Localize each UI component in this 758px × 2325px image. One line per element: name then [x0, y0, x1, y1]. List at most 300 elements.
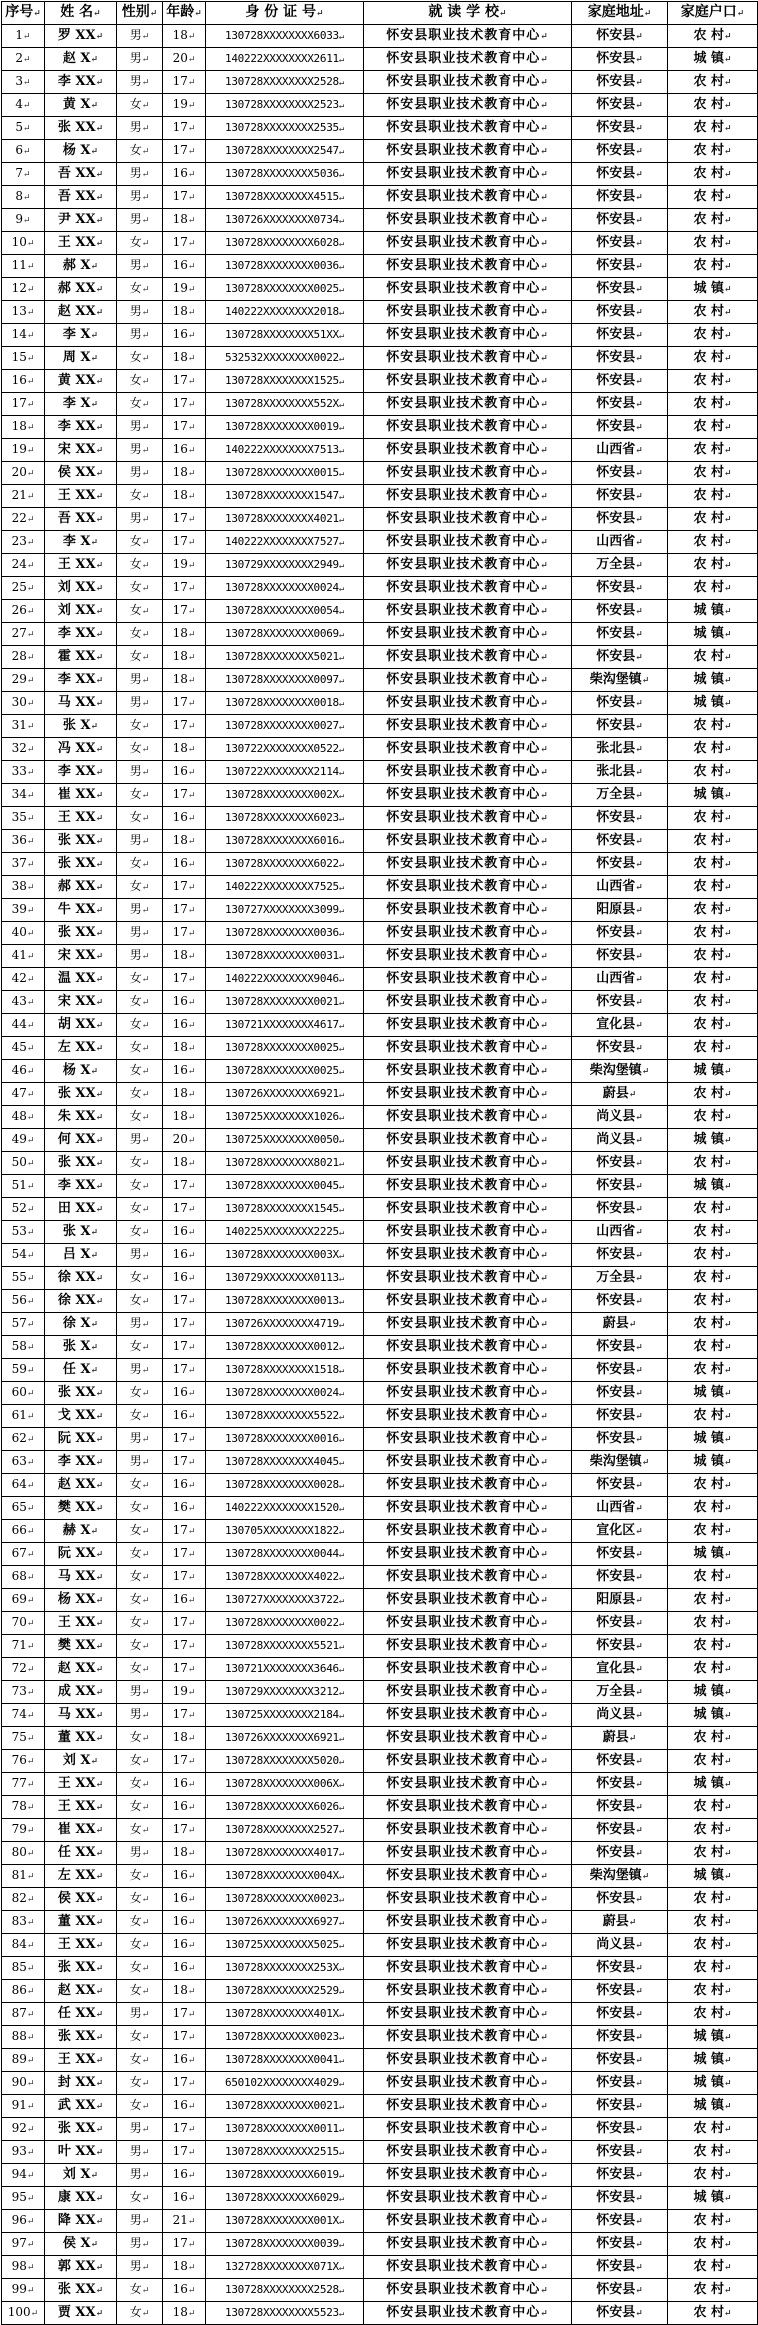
cell-name: 张 XX↵	[45, 2118, 117, 2141]
header-gender: 性别↵	[117, 2, 163, 25]
cell-id-number: 140222XXXXXXXX9046↵	[206, 968, 364, 991]
cell-index: 56↵	[2, 1290, 45, 1313]
cell-home-address: 怀安县↵	[572, 2118, 668, 2141]
cell-name: 宋 XX↵	[45, 991, 117, 1014]
cell-home-address: 万全县↵	[572, 554, 668, 577]
cell-school: 怀安县职业技术教育中心↵	[364, 2118, 572, 2141]
cell-name: 宋 XX↵	[45, 439, 117, 462]
table-row	[2, 2256, 758, 2279]
cell-index: 5↵	[2, 117, 45, 140]
cell-age: 16↵	[163, 1957, 206, 1980]
cell-household-type: 农 村↵	[668, 1267, 758, 1290]
cell-gender: 女↵	[117, 1474, 163, 1497]
cell-id-number: 130728XXXXXXXX0022↵	[206, 1612, 364, 1635]
cell-id-number: 130728XXXXXXXX6016↵	[206, 830, 364, 853]
cell-age: 16↵	[163, 1060, 206, 1083]
table-row	[2, 1520, 758, 1543]
cell-age: 17↵	[163, 1635, 206, 1658]
cell-index: 37↵	[2, 853, 45, 876]
cell-id-number: 130728XXXXXXXX0024↵	[206, 1382, 364, 1405]
table-row	[2, 1405, 758, 1428]
cell-age: 17↵	[163, 1612, 206, 1635]
cell-index: 27↵	[2, 623, 45, 646]
cell-household-type: 农 村↵	[668, 1635, 758, 1658]
cell-index: 69↵	[2, 1589, 45, 1612]
cell-school: 怀安县职业技术教育中心↵	[364, 1681, 572, 1704]
cell-index: 1↵	[2, 25, 45, 48]
cell-age: 17↵	[163, 71, 206, 94]
cell-index: 93↵	[2, 2141, 45, 2164]
cell-name: 刘 X↵	[45, 1750, 117, 1773]
cell-household-type: 城 镇↵	[668, 2049, 758, 2072]
cell-gender: 男↵	[117, 1842, 163, 1865]
cell-gender: 女↵	[117, 2279, 163, 2302]
cell-index: 28↵	[2, 646, 45, 669]
cell-household-type: 城 镇↵	[668, 1543, 758, 1566]
cell-school: 怀安县职业技术教育中心↵	[364, 623, 572, 646]
cell-gender: 女↵	[117, 1658, 163, 1681]
table-row	[2, 94, 758, 117]
cell-id-number: 130728XXXXXXXX2527↵	[206, 1819, 364, 1842]
cell-id-number: 130728XXXXXXXX002X↵	[206, 784, 364, 807]
cell-school: 怀安县职业技术教育中心↵	[364, 968, 572, 991]
cell-index: 33↵	[2, 761, 45, 784]
cell-index: 61↵	[2, 1405, 45, 1428]
cell-name: 戈 XX↵	[45, 1405, 117, 1428]
cell-age: 17↵	[163, 370, 206, 393]
cell-gender: 男↵	[117, 209, 163, 232]
cell-household-type: 农 村↵	[668, 1244, 758, 1267]
cell-id-number: 130728XXXXXXXX1545↵	[206, 1198, 364, 1221]
cell-id-number: 140222XXXXXXXX1520↵	[206, 1497, 364, 1520]
cell-household-type: 农 村↵	[668, 646, 758, 669]
cell-age: 18↵	[163, 485, 206, 508]
cell-school: 怀安县职业技术教育中心↵	[364, 1888, 572, 1911]
cell-age: 18↵	[163, 945, 206, 968]
cell-school: 怀安县职业技术教育中心↵	[364, 485, 572, 508]
cell-name: 侯 X↵	[45, 2233, 117, 2256]
cell-school: 怀安县职业技术教育中心↵	[364, 508, 572, 531]
cell-household-type: 农 村↵	[668, 25, 758, 48]
cell-home-address: 怀安县↵	[572, 2210, 668, 2233]
cell-home-address: 怀安县↵	[572, 140, 668, 163]
cell-id-number: 130726XXXXXXXX6927↵	[206, 1911, 364, 1934]
cell-age: 16↵	[163, 2279, 206, 2302]
cell-household-type: 农 村↵	[668, 531, 758, 554]
cell-household-type: 农 村↵	[668, 209, 758, 232]
table-row	[2, 2187, 758, 2210]
cell-name: 封 XX↵	[45, 2072, 117, 2095]
cell-age: 17↵	[163, 2118, 206, 2141]
cell-index: 88↵	[2, 2026, 45, 2049]
cell-index: 14↵	[2, 324, 45, 347]
cell-gender: 女↵	[117, 1382, 163, 1405]
cell-home-address: 怀安县↵	[572, 1428, 668, 1451]
cell-home-address: 蔚县↵	[572, 1083, 668, 1106]
cell-gender: 女↵	[117, 140, 163, 163]
cell-school: 怀安县职业技术教育中心↵	[364, 1313, 572, 1336]
table-row	[2, 1060, 758, 1083]
cell-household-type: 农 村↵	[668, 2256, 758, 2279]
cell-age: 18↵	[163, 646, 206, 669]
cell-age: 20↵	[163, 48, 206, 71]
table-row	[2, 1382, 758, 1405]
cell-school: 怀安县职业技术教育中心↵	[364, 94, 572, 117]
cell-age: 17↵	[163, 1336, 206, 1359]
cell-age: 17↵	[163, 1198, 206, 1221]
cell-name: 赵 XX↵	[45, 1658, 117, 1681]
cell-age: 16↵	[163, 1244, 206, 1267]
cell-name: 张 X↵	[45, 1221, 117, 1244]
cell-gender: 男↵	[117, 1451, 163, 1474]
table-row	[2, 1566, 758, 1589]
cell-name: 吕 X↵	[45, 1244, 117, 1267]
cell-household-type: 城 镇↵	[668, 623, 758, 646]
table-row	[2, 232, 758, 255]
cell-school: 怀安县职业技术教育中心↵	[364, 2187, 572, 2210]
cell-household-type: 农 村↵	[668, 186, 758, 209]
cell-gender: 女↵	[117, 876, 163, 899]
cell-id-number: 140222XXXXXXXX7513↵	[206, 439, 364, 462]
cell-gender: 女↵	[117, 1405, 163, 1428]
cell-id-number: 130728XXXXXXXX5522↵	[206, 1405, 364, 1428]
table-row	[2, 1658, 758, 1681]
header-id-number: 身 份 证 号↵	[206, 2, 364, 25]
cell-name: 董 XX↵	[45, 1911, 117, 1934]
cell-name: 崔 XX↵	[45, 784, 117, 807]
cell-household-type: 农 村↵	[668, 347, 758, 370]
table-row	[2, 324, 758, 347]
cell-id-number: 130728XXXXXXXX003X↵	[206, 1244, 364, 1267]
cell-school: 怀安县职业技术教育中心↵	[364, 2164, 572, 2187]
cell-index: 4↵	[2, 94, 45, 117]
cell-name: 马 XX↵	[45, 692, 117, 715]
table-row	[2, 784, 758, 807]
cell-id-number: 130728XXXXXXXX51XX↵	[206, 324, 364, 347]
table-row	[2, 2164, 758, 2187]
cell-index: 65↵	[2, 1497, 45, 1520]
cell-gender: 男↵	[117, 2210, 163, 2233]
cell-home-address: 怀安县↵	[572, 2095, 668, 2118]
cell-index: 34↵	[2, 784, 45, 807]
cell-index: 40↵	[2, 922, 45, 945]
table-row	[2, 1980, 758, 2003]
cell-index: 44↵	[2, 1014, 45, 1037]
cell-index: 53↵	[2, 1221, 45, 1244]
cell-age: 18↵	[163, 1083, 206, 1106]
cell-household-type: 农 村↵	[668, 2003, 758, 2026]
cell-household-type: 城 镇↵	[668, 48, 758, 71]
cell-age: 17↵	[163, 531, 206, 554]
cell-index: 79↵	[2, 1819, 45, 1842]
cell-age: 16↵	[163, 324, 206, 347]
cell-school: 怀安县职业技术教育中心↵	[364, 2233, 572, 2256]
cell-id-number: 130727XXXXXXXX3722↵	[206, 1589, 364, 1612]
cell-gender: 女↵	[117, 991, 163, 1014]
cell-school: 怀安县职业技术教育中心↵	[364, 991, 572, 1014]
cell-gender: 女↵	[117, 600, 163, 623]
cell-age: 16↵	[163, 1014, 206, 1037]
cell-school: 怀安县职业技术教育中心↵	[364, 1221, 572, 1244]
cell-index: 71↵	[2, 1635, 45, 1658]
cell-gender: 女↵	[117, 968, 163, 991]
cell-household-type: 农 村↵	[668, 1819, 758, 1842]
table-row	[2, 1704, 758, 1727]
cell-index: 46↵	[2, 1060, 45, 1083]
cell-id-number: 130728XXXXXXXX253X↵	[206, 1957, 364, 1980]
cell-school: 怀安县职业技术教育中心↵	[364, 577, 572, 600]
table-row	[2, 1865, 758, 1888]
cell-household-type: 农 村↵	[668, 968, 758, 991]
cell-home-address: 怀安县↵	[572, 2141, 668, 2164]
table-row	[2, 2233, 758, 2256]
cell-age: 17↵	[163, 1566, 206, 1589]
cell-id-number: 130726XXXXXXXX4719↵	[206, 1313, 364, 1336]
cell-home-address: 张北县↵	[572, 738, 668, 761]
table-row	[2, 163, 758, 186]
cell-home-address: 宣化县↵	[572, 1658, 668, 1681]
cell-gender: 男↵	[117, 830, 163, 853]
cell-home-address: 山西省↵	[572, 1497, 668, 1520]
cell-school: 怀安县职业技术教育中心↵	[364, 1658, 572, 1681]
cell-gender: 女↵	[117, 278, 163, 301]
cell-school: 怀安县职业技术教育中心↵	[364, 1152, 572, 1175]
cell-school: 怀安县职业技术教育中心↵	[364, 1106, 572, 1129]
cell-household-type: 农 村↵	[668, 462, 758, 485]
cell-school: 怀安县职业技术教育中心↵	[364, 347, 572, 370]
cell-id-number: 130728XXXXXXXX0044↵	[206, 1543, 364, 1566]
cell-name: 刘 XX↵	[45, 577, 117, 600]
cell-gender: 男↵	[117, 25, 163, 48]
cell-school: 怀安县职业技术教育中心↵	[364, 1589, 572, 1612]
cell-household-type: 农 村↵	[668, 1083, 758, 1106]
cell-id-number: 130728XXXXXXXX552X↵	[206, 393, 364, 416]
cell-age: 17↵	[163, 692, 206, 715]
cell-home-address: 怀安县↵	[572, 600, 668, 623]
cell-school: 怀安县职业技术教育中心↵	[364, 140, 572, 163]
cell-id-number: 140225XXXXXXXX2225↵	[206, 1221, 364, 1244]
cell-name: 吾 XX↵	[45, 186, 117, 209]
table-row	[2, 1336, 758, 1359]
cell-id-number: 130728XXXXXXXX0024↵	[206, 577, 364, 600]
cell-age: 17↵	[163, 577, 206, 600]
cell-index: 50↵	[2, 1152, 45, 1175]
cell-household-type: 农 村↵	[668, 2279, 758, 2302]
table-row	[2, 1474, 758, 1497]
cell-household-type: 农 村↵	[668, 1796, 758, 1819]
cell-gender: 女↵	[117, 1198, 163, 1221]
table-row	[2, 2210, 758, 2233]
cell-name: 张 XX↵	[45, 830, 117, 853]
cell-name: 田 XX↵	[45, 1198, 117, 1221]
cell-home-address: 怀安县↵	[572, 48, 668, 71]
cell-gender: 男↵	[117, 692, 163, 715]
cell-home-address: 尚义县↵	[572, 1934, 668, 1957]
cell-id-number: 130728XXXXXXXX5521↵	[206, 1635, 364, 1658]
cell-id-number: 130728XXXXXXXX0028↵	[206, 1474, 364, 1497]
cell-household-type: 城 镇↵	[668, 784, 758, 807]
cell-gender: 男↵	[117, 2164, 163, 2187]
cell-household-type: 城 镇↵	[668, 1175, 758, 1198]
cell-id-number: 130728XXXXXXXX4022↵	[206, 1566, 364, 1589]
cell-id-number: 130728XXXXXXXX6033↵	[206, 25, 364, 48]
cell-school: 怀安县职业技术教育中心↵	[364, 1451, 572, 1474]
cell-gender: 女↵	[117, 1106, 163, 1129]
cell-home-address: 怀安县↵	[572, 1796, 668, 1819]
cell-home-address: 怀安县↵	[572, 1175, 668, 1198]
cell-age: 17↵	[163, 899, 206, 922]
cell-home-address: 怀安县↵	[572, 2072, 668, 2095]
cell-id-number: 140222XXXXXXXX2018↵	[206, 301, 364, 324]
cell-school: 怀安县职业技术教育中心↵	[364, 1382, 572, 1405]
cell-household-type: 农 村↵	[668, 255, 758, 278]
cell-household-type: 农 村↵	[668, 117, 758, 140]
cell-household-type: 城 镇↵	[668, 1681, 758, 1704]
cell-gender: 男↵	[117, 301, 163, 324]
table-row	[2, 1888, 758, 1911]
cell-age: 18↵	[163, 1037, 206, 1060]
cell-home-address: 宣化区↵	[572, 1520, 668, 1543]
cell-school: 怀安县职业技术教育中心↵	[364, 1037, 572, 1060]
cell-gender: 男↵	[117, 416, 163, 439]
cell-home-address: 怀安县↵	[572, 2049, 668, 2072]
cell-school: 怀安县职业技术教育中心↵	[364, 2003, 572, 2026]
cell-name: 张 XX↵	[45, 853, 117, 876]
cell-school: 怀安县职业技术教育中心↵	[364, 1727, 572, 1750]
cell-household-type: 农 村↵	[668, 232, 758, 255]
cell-household-type: 农 村↵	[668, 1474, 758, 1497]
table-row	[2, 1313, 758, 1336]
cell-household-type: 农 村↵	[668, 876, 758, 899]
cell-id-number: 130725XXXXXXXX0050↵	[206, 1129, 364, 1152]
table-row	[2, 830, 758, 853]
cell-school: 怀安县职业技术教育中心↵	[364, 715, 572, 738]
cell-school: 怀安县职业技术教育中心↵	[364, 2302, 572, 2325]
cell-household-type: 农 村↵	[668, 1888, 758, 1911]
cell-age: 17↵	[163, 1175, 206, 1198]
cell-school: 怀安县职业技术教育中心↵	[364, 25, 572, 48]
cell-name: 降 XX↵	[45, 2210, 117, 2233]
cell-household-type: 农 村↵	[668, 577, 758, 600]
cell-name: 黄 XX↵	[45, 370, 117, 393]
cell-home-address: 怀安县↵	[572, 1842, 668, 1865]
cell-gender: 女↵	[117, 1773, 163, 1796]
cell-gender: 女↵	[117, 1796, 163, 1819]
cell-age: 16↵	[163, 853, 206, 876]
cell-home-address: 怀安县↵	[572, 1980, 668, 2003]
table-row	[2, 1221, 758, 1244]
table-row	[2, 2141, 758, 2164]
cell-gender: 男↵	[117, 163, 163, 186]
cell-home-address: 怀安县↵	[572, 1888, 668, 1911]
cell-gender: 女↵	[117, 1934, 163, 1957]
cell-id-number: 130728XXXXXXXX0016↵	[206, 1428, 364, 1451]
cell-home-address: 怀安县↵	[572, 2302, 668, 2325]
cell-index: 85↵	[2, 1957, 45, 1980]
cell-household-type: 城 镇↵	[668, 692, 758, 715]
cell-gender: 男↵	[117, 2003, 163, 2026]
cell-name: 赵 XX↵	[45, 1980, 117, 2003]
cell-gender: 女↵	[117, 2072, 163, 2095]
cell-age: 16↵	[163, 163, 206, 186]
cell-home-address: 怀安县↵	[572, 2233, 668, 2256]
cell-school: 怀安县职业技术教育中心↵	[364, 1796, 572, 1819]
cell-name: 王 XX↵	[45, 807, 117, 830]
cell-school: 怀安县职业技术教育中心↵	[364, 1014, 572, 1037]
cell-index: 13↵	[2, 301, 45, 324]
cell-school: 怀安县职业技术教育中心↵	[364, 1129, 572, 1152]
cell-gender: 女↵	[117, 2187, 163, 2210]
cell-id-number: 130721XXXXXXXX3646↵	[206, 1658, 364, 1681]
cell-name: 叶 XX↵	[45, 2141, 117, 2164]
table-row	[2, 71, 758, 94]
cell-age: 17↵	[163, 600, 206, 623]
table-row	[2, 623, 758, 646]
cell-school: 怀安县职业技术教育中心↵	[364, 1934, 572, 1957]
table-row	[2, 1428, 758, 1451]
cell-gender: 男↵	[117, 439, 163, 462]
cell-name: 李 X↵	[45, 324, 117, 347]
cell-household-type: 农 村↵	[668, 485, 758, 508]
cell-gender: 男↵	[117, 945, 163, 968]
cell-school: 怀安县职业技术教育中心↵	[364, 1336, 572, 1359]
cell-id-number: 130728XXXXXXXX0039↵	[206, 2233, 364, 2256]
cell-index: 18↵	[2, 416, 45, 439]
cell-school: 怀安县职业技术教育中心↵	[364, 301, 572, 324]
cell-id-number: 130728XXXXXXXX0097↵	[206, 669, 364, 692]
cell-age: 18↵	[163, 623, 206, 646]
cell-age: 17↵	[163, 2233, 206, 2256]
cell-id-number: 130729XXXXXXXX0113↵	[206, 1267, 364, 1290]
cell-household-type: 农 村↵	[668, 830, 758, 853]
cell-household-type: 农 村↵	[668, 1014, 758, 1037]
cell-age: 17↵	[163, 876, 206, 899]
cell-index: 54↵	[2, 1244, 45, 1267]
cell-household-type: 农 村↵	[668, 899, 758, 922]
cell-id-number: 130728XXXXXXXX5036↵	[206, 163, 364, 186]
cell-id-number: 130728XXXXXXXX0041↵	[206, 2049, 364, 2072]
cell-household-type: 城 镇↵	[668, 1428, 758, 1451]
cell-school: 怀安县职业技术教育中心↵	[364, 692, 572, 715]
cell-household-type: 农 村↵	[668, 738, 758, 761]
cell-home-address: 怀安县↵	[572, 830, 668, 853]
table-row	[2, 738, 758, 761]
cell-household-type: 农 村↵	[668, 2164, 758, 2187]
cell-age: 17↵	[163, 2072, 206, 2095]
cell-school: 怀安县职业技术教育中心↵	[364, 209, 572, 232]
cell-household-type: 农 村↵	[668, 761, 758, 784]
cell-id-number: 130726XXXXXXXX6921↵	[206, 1727, 364, 1750]
cell-id-number: 130729XXXXXXXX3212↵	[206, 1681, 364, 1704]
cell-school: 怀安县职业技术教育中心↵	[364, 2049, 572, 2072]
cell-home-address: 柴沟堡镇↵	[572, 669, 668, 692]
cell-name: 左 XX↵	[45, 1865, 117, 1888]
cell-index: 100↵	[2, 2302, 45, 2325]
cell-gender: 男↵	[117, 1681, 163, 1704]
cell-home-address: 怀安县↵	[572, 623, 668, 646]
cell-index: 21↵	[2, 485, 45, 508]
cell-index: 10↵	[2, 232, 45, 255]
cell-age: 16↵	[163, 1934, 206, 1957]
cell-home-address: 尚义县↵	[572, 1704, 668, 1727]
cell-household-type: 城 镇↵	[668, 600, 758, 623]
cell-age: 16↵	[163, 761, 206, 784]
cell-name: 温 XX↵	[45, 968, 117, 991]
cell-school: 怀安县职业技术教育中心↵	[364, 1566, 572, 1589]
cell-id-number: 130728XXXXXXXX2528↵	[206, 71, 364, 94]
cell-age: 16↵	[163, 439, 206, 462]
cell-home-address: 怀安县↵	[572, 1290, 668, 1313]
